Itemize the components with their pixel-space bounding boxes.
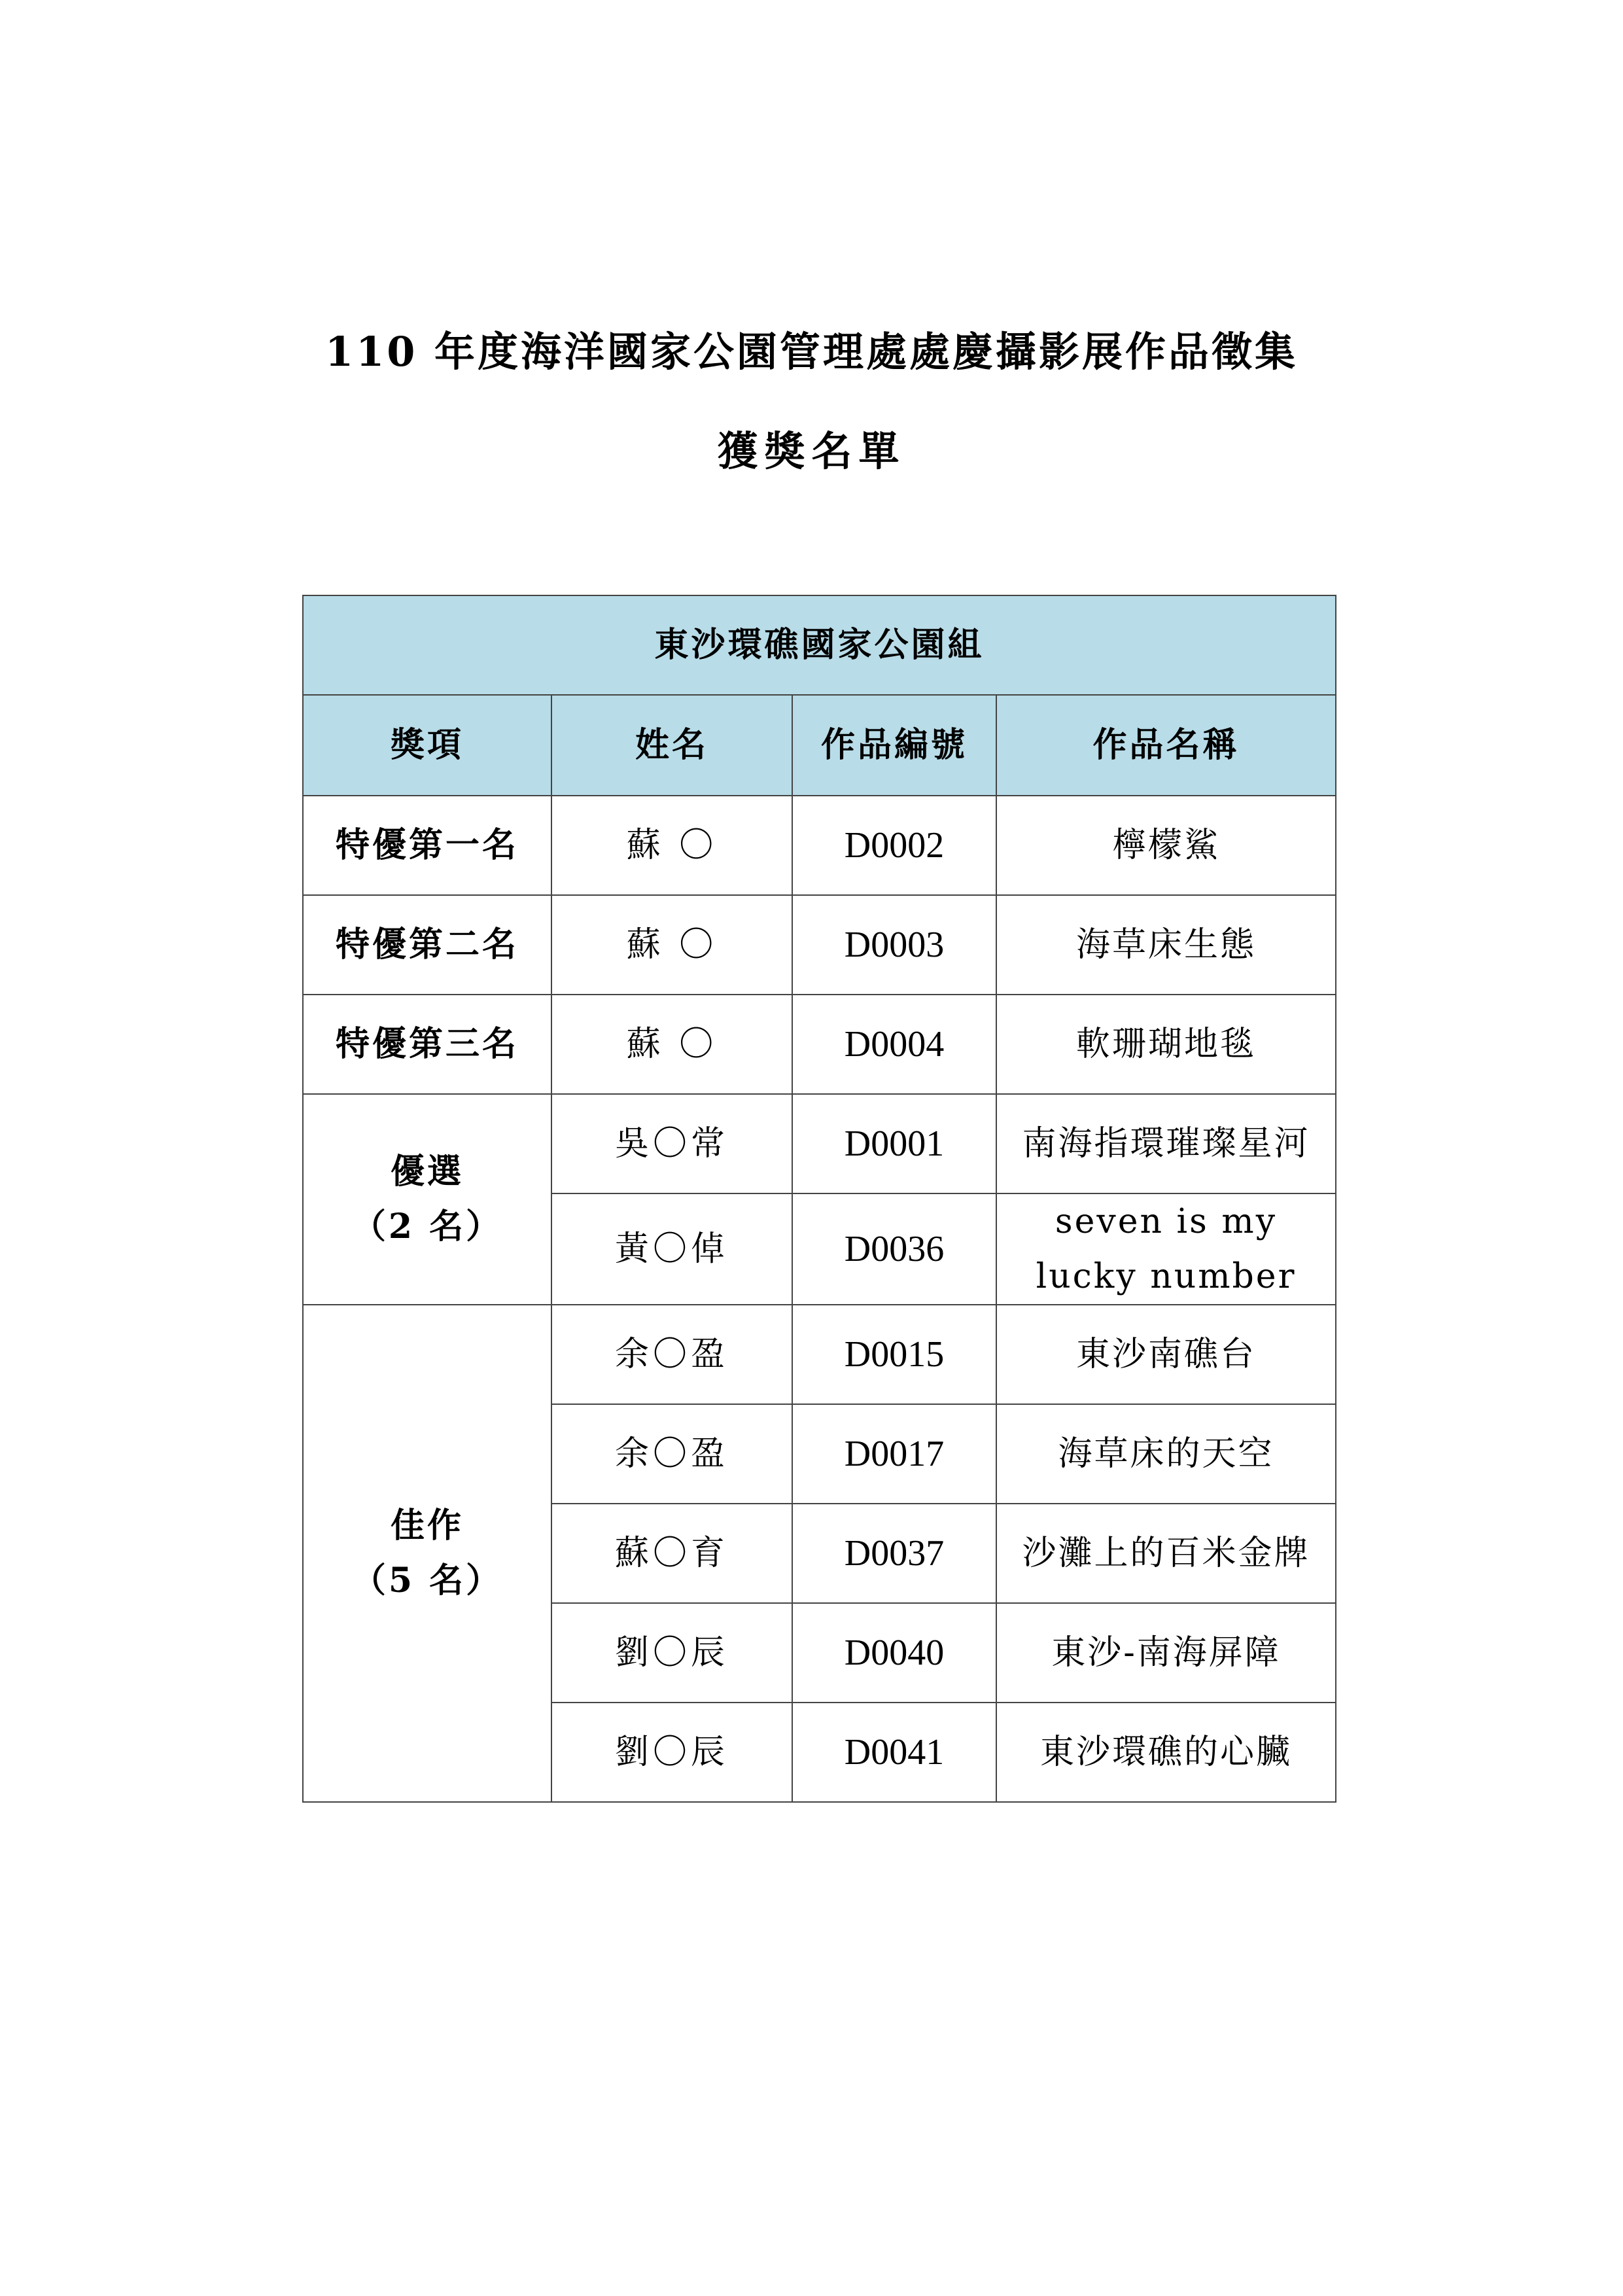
document-subtitle: 獲獎名單 <box>717 427 906 475</box>
awards-table <box>302 595 1336 1803</box>
header-work-title: 作品名稱 <box>996 695 1336 796</box>
code-cell: D0001 <box>792 1094 996 1193</box>
award-cell: 特優第一名 <box>303 796 551 895</box>
name-cell: 蘇 〇 <box>551 895 792 995</box>
work-title-cell: 沙灘上的百米金牌 <box>996 1504 1336 1603</box>
name-cell: 蘇 〇 <box>551 796 792 895</box>
code-cell: D0036 <box>792 1193 996 1305</box>
column-header-row <box>303 695 1336 796</box>
work-title-cell: 東沙環礁的心臟 <box>996 1703 1336 1802</box>
honorable-award-cell <box>303 1305 551 1802</box>
work-title-cell: 海草床的天空 <box>996 1404 1336 1504</box>
code-cell: D0040 <box>792 1603 996 1703</box>
table-row <box>303 1305 1336 1404</box>
name-cell: 黃〇倬 <box>551 1193 792 1305</box>
table-row <box>303 796 1336 895</box>
name-cell: 劉〇辰 <box>551 1603 792 1703</box>
table-row <box>303 895 1336 995</box>
honorable-award-label: 佳作 <box>390 1506 464 1545</box>
award-cell: 特優第二名 <box>303 895 551 995</box>
work-title-cell: 南海指環璀璨星河 <box>996 1094 1336 1193</box>
code-cell: D0002 <box>792 796 996 895</box>
work-title-cell: 東沙南礁台 <box>996 1305 1336 1404</box>
work-title-cell: 檸檬鯊 <box>996 796 1336 895</box>
header-code: 作品編號 <box>792 695 996 796</box>
name-cell: 余〇盈 <box>551 1404 792 1504</box>
honorable-award-count: （5 名） <box>351 1561 503 1600</box>
work-title-cell: 東沙-南海屏障 <box>996 1603 1336 1703</box>
code-cell: D0003 <box>792 895 996 995</box>
table-row <box>303 995 1336 1094</box>
code-cell: D0004 <box>792 995 996 1094</box>
work-title-cell: 海草床生態 <box>996 895 1336 995</box>
award-cell: 特優第三名 <box>303 995 551 1094</box>
work-title-cell: seven is my lucky number <box>996 1193 1336 1305</box>
table-row <box>303 1094 1336 1193</box>
code-cell: D0037 <box>792 1504 996 1603</box>
code-cell: D0017 <box>792 1404 996 1504</box>
code-cell: D0015 <box>792 1305 996 1404</box>
merit-award-cell <box>303 1094 551 1305</box>
name-cell: 蘇〇育 <box>551 1504 792 1603</box>
document-title: 110 年度海洋國家公園管理處處慶攝影展作品徵集 <box>324 328 1298 376</box>
name-cell: 劉〇辰 <box>551 1703 792 1802</box>
merit-award-label: 優選 <box>390 1152 464 1192</box>
group-title: 東沙環礁國家公園組 <box>303 595 1336 695</box>
header-award: 獎項 <box>303 695 551 796</box>
name-cell: 蘇 〇 <box>551 995 792 1094</box>
header-name: 姓名 <box>551 695 792 796</box>
group-header-row <box>303 595 1336 695</box>
work-title-cell: 軟珊瑚地毯 <box>996 995 1336 1094</box>
code-cell: D0041 <box>792 1703 996 1802</box>
name-cell: 余〇盈 <box>551 1305 792 1404</box>
merit-award-count: （2 名） <box>351 1207 503 1246</box>
name-cell: 吳〇常 <box>551 1094 792 1193</box>
